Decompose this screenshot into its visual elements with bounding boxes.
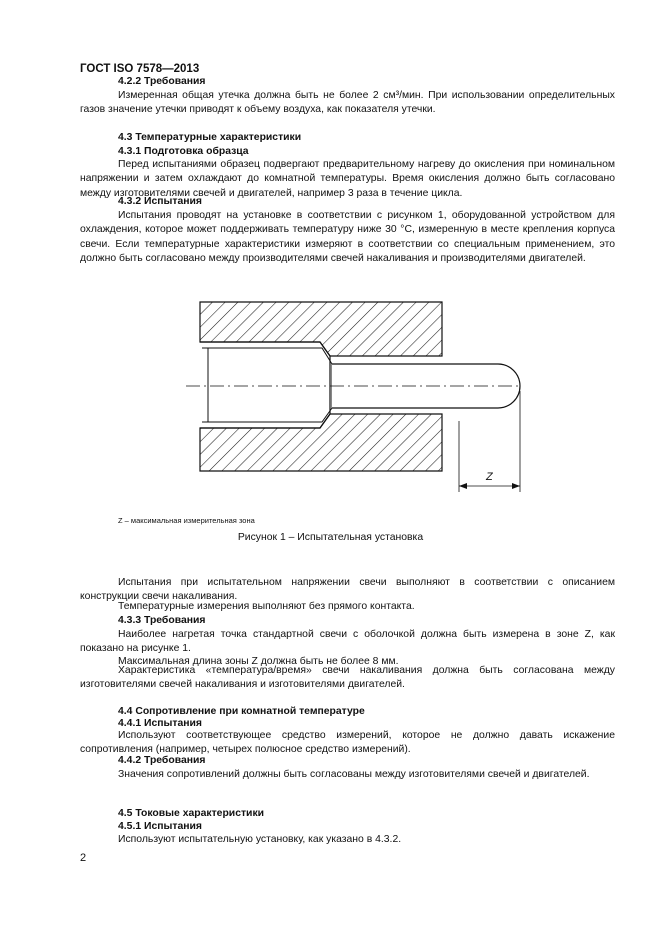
section-4-3-1-paragraph: Перед испытаниями образец подвергают предварительному нагреву до окисления при номинальном напряжении и затем охлаждают до комнатной температуры. Время окисления должно быть согласовано между изготовителями свечей и двигателей, например 3 раза в течение цикла. — [80, 159, 615, 199]
section-4-3-3-paragraph-2: Максимальная длина зоны Z должна быть не более 8 мм. — [118, 656, 399, 667]
section-4-3-heading: 4.3 Температурные характеристики — [118, 132, 302, 143]
figure-legend: Z – максимальная измерительная зона — [118, 516, 255, 525]
section-4-5-heading: 4.5 Токовые характеристики — [118, 808, 265, 819]
section-4-3-2-paragraph: Испытания проводят на установке в соответствии с рисунком 1, оборудованной устройством для охлаждения, которое может поддерживать температуру ниже 30 °С, измеренную в месте крепления корпуса свечи. Если температурные характеристики измеряют в соответствии со специальным применением, это должно быть согласовано между производителями свечей накаливания и производителями двигателей. — [80, 210, 615, 265]
z-dimension-label: Z — [486, 471, 493, 483]
document-id: ГОСТ ISO 7578—2013 — [80, 63, 200, 75]
section-4-2-2-heading: 4.2.2 Требования — [118, 76, 206, 87]
section-4-5-1-heading: 4.5.1 Испытания — [118, 821, 202, 832]
section-4-3-3-paragraph-3: Характеристика «температура/время» свечи накаливания должна быть согласована между изготовителями свечей накаливания и изготовителями двигателей. — [80, 665, 615, 691]
section-4-5-1-paragraph: Используют испытательную установку, как указано в 4.3.2. — [118, 834, 402, 845]
after-figure-paragraph-1: Испытания при испытательном напряжении свечи выполняют в соответствии с описанием конструкции свечи накаливания. — [80, 577, 615, 603]
housing-lower-section — [200, 414, 442, 471]
section-4-4-2-paragraph: Значения сопротивлений должны быть согласованы между изготовителями свечей и двигателей. — [118, 769, 590, 780]
section-4-4-1-paragraph: Используют соответствующее средство измерений, которое не должно давать искажение сопротивления (например, четырех полюсное средство измерений). — [80, 730, 615, 756]
section-4-4-heading: 4.4 Сопротивление при комнатной температуре — [118, 706, 365, 717]
test-setup-figure — [180, 296, 525, 498]
after-figure-paragraph-2: Температурные измерения выполняют без прямого контакта. — [118, 601, 415, 612]
section-4-4-2-heading: 4.4.2 Требования — [118, 755, 206, 766]
plug-body — [202, 348, 332, 422]
section-4-4-1-heading: 4.4.1 Испытания — [118, 718, 202, 729]
section-4-3-2-heading: 4.3.2 Испытания — [118, 196, 202, 207]
figure-caption: Рисунок 1 – Испытательная установка — [237, 532, 424, 543]
section-4-3-1-heading: 4.3.1 Подготовка образца — [118, 146, 249, 157]
section-4-3-3-paragraph-1: Наиболее нагретая точка стандартной свечи с оболочкой должна быть измерена в зоне Z, как показано на рисунке 1. — [80, 629, 615, 655]
bore-outline — [200, 342, 330, 428]
page-number: 2 — [80, 852, 87, 864]
section-4-2-2-paragraph: Измеренная общая утечка должна быть не более 2 см³/мин. При использовании определительных газов значение утечки приводят к объему воздуха, как показателя утечки. — [80, 90, 615, 116]
section-4-3-3-heading: 4.3.3 Требования — [118, 615, 206, 626]
